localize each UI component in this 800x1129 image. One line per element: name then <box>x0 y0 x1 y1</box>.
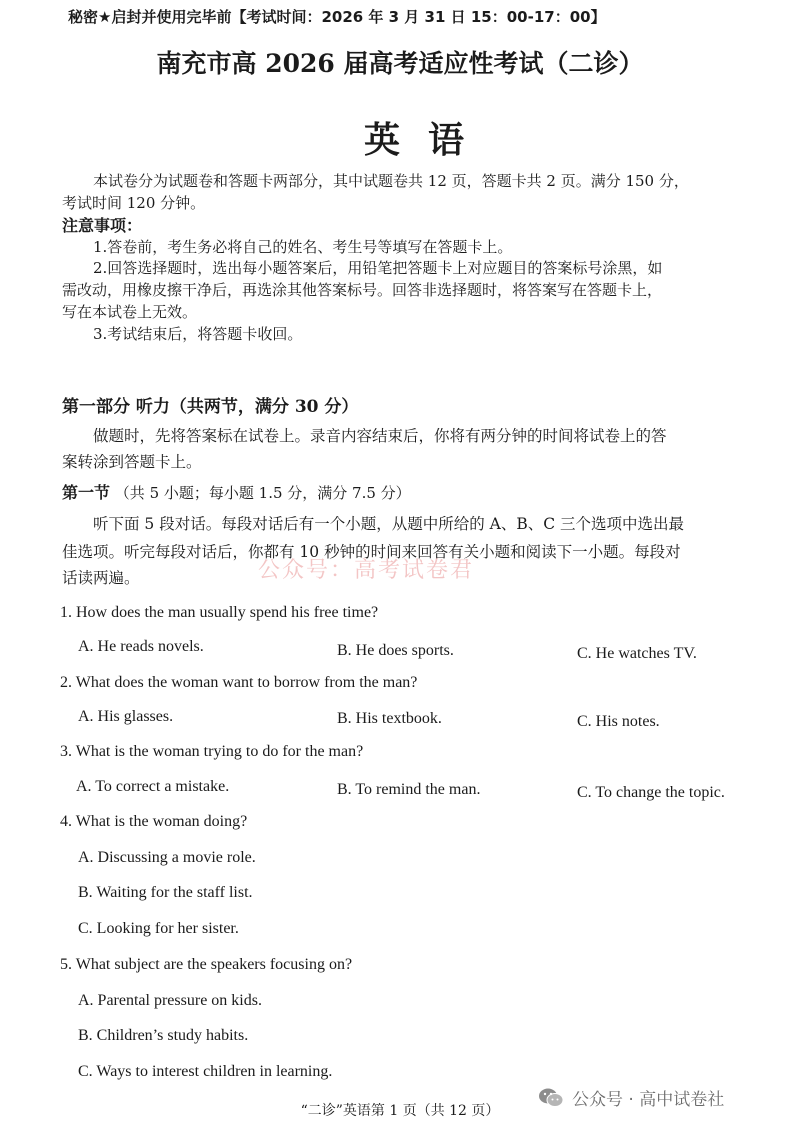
section1-instr-line-3: 话读两遍。 <box>62 569 140 587</box>
q4-option-c: C. Looking for her sister. <box>78 920 239 937</box>
watermark: 公众号：高考试卷君 <box>258 558 475 583</box>
wechat-icon <box>538 1087 564 1109</box>
q5-option-b: B. Children’s study habits. <box>78 1027 249 1044</box>
part1-intro-line-1: 做题时，先将答案标在试卷上。录音内容结束后，你将有两分钟的时间将试卷上的答 <box>93 427 667 445</box>
question-1: 1. How does the man usually spend his free time? <box>60 604 379 621</box>
notes-item-3: 3.考试结束后，将答题卡收回。 <box>93 325 303 343</box>
notes-item-2-line-1: 2.回答选择题时，选出每小题答案后，用铅笔把答题卡上对应题目的答案标号涂黑，如 <box>93 259 663 277</box>
q3-option-b: B. To remind the man. <box>337 781 481 798</box>
notes-heading: 注意事项： <box>62 216 143 235</box>
q3-option-a: A. To correct a mistake. <box>76 778 230 795</box>
question-4: 4. What is the woman doing? <box>60 813 248 830</box>
page-footer: “二诊”英语第 1 页（共 12 页） <box>300 1103 500 1119</box>
intro-line-2: 考试时间 120 分钟。 <box>62 194 206 212</box>
q4-option-a: A. Discussing a movie role. <box>78 849 256 866</box>
q1-option-a: A. He reads novels. <box>78 638 204 655</box>
notes-item-2-line-2: 需改动，用橡皮擦干净后，再选涂其他答案标号。回答非选择题时，将答案写在答题卡上， <box>62 281 663 299</box>
subject-title: 英语 <box>363 119 492 161</box>
section1-instr-line-1: 听下面 5 段对话。每段对话后有一个小题，从题中所给的 A、B、C 三个选项中选出最 <box>93 515 685 533</box>
confidential-notice: 秘密★启封并使用完毕前【考试时间：2026 年 3 月 31 日 15：00-17：00】 <box>68 8 606 26</box>
section1-info: （共 5 小题；每小题 1.5 分，满分 7.5 分） <box>114 484 411 502</box>
question-3: 3. What is the woman trying to do for the man? <box>60 743 364 760</box>
q2-option-b: B. His textbook. <box>337 710 442 727</box>
q2-option-c: C. His notes. <box>577 713 660 730</box>
wechat-account-badge <box>538 1085 724 1110</box>
part1-title: 第一部分 听力（共两节，满分 30 分） <box>62 397 359 417</box>
q4-option-b: B. Waiting for the staff list. <box>78 884 253 901</box>
section1-label: 第一节 <box>62 483 111 502</box>
question-5: 5. What subject are the speakers focusing on? <box>60 956 353 973</box>
question-2: 2. What does the woman want to borrow from the man? <box>60 674 418 691</box>
section1-header <box>62 480 411 503</box>
part1-intro-line-2: 案转涂到答题卡上。 <box>62 453 202 471</box>
q5-option-c: C. Ways to interest children in learning. <box>78 1063 333 1080</box>
exam-title: 南充市高 2026 届高考适应性考试（二诊） <box>156 49 644 78</box>
q1-option-b: B. He does sports. <box>337 642 454 659</box>
wechat-account-text: 公众号 · 高中试卷社 <box>572 1090 725 1110</box>
intro-line-1: 本试卷分为试题卷和答题卡两部分，其中试题卷共 12 页，答题卡共 2 页。满分 150 分， <box>93 172 689 190</box>
q3-option-c: C. To change the topic. <box>577 784 725 801</box>
section1-instr-line-2: 佳选项。听完每段对话后，你都有 10 秒钟的时间来回答有关小题和阅读下一小题。每段对 <box>62 543 681 561</box>
q2-option-a: A. His glasses. <box>78 708 174 725</box>
notes-item-2-line-3: 写在本试卷上无效。 <box>62 303 198 321</box>
q5-option-a: A. Parental pressure on kids. <box>78 992 262 1009</box>
q1-option-c: C. He watches TV. <box>577 645 697 662</box>
notes-item-1: 1.答卷前，考生务必将自己的姓名、考生号等填写在答题卡上。 <box>93 238 513 256</box>
